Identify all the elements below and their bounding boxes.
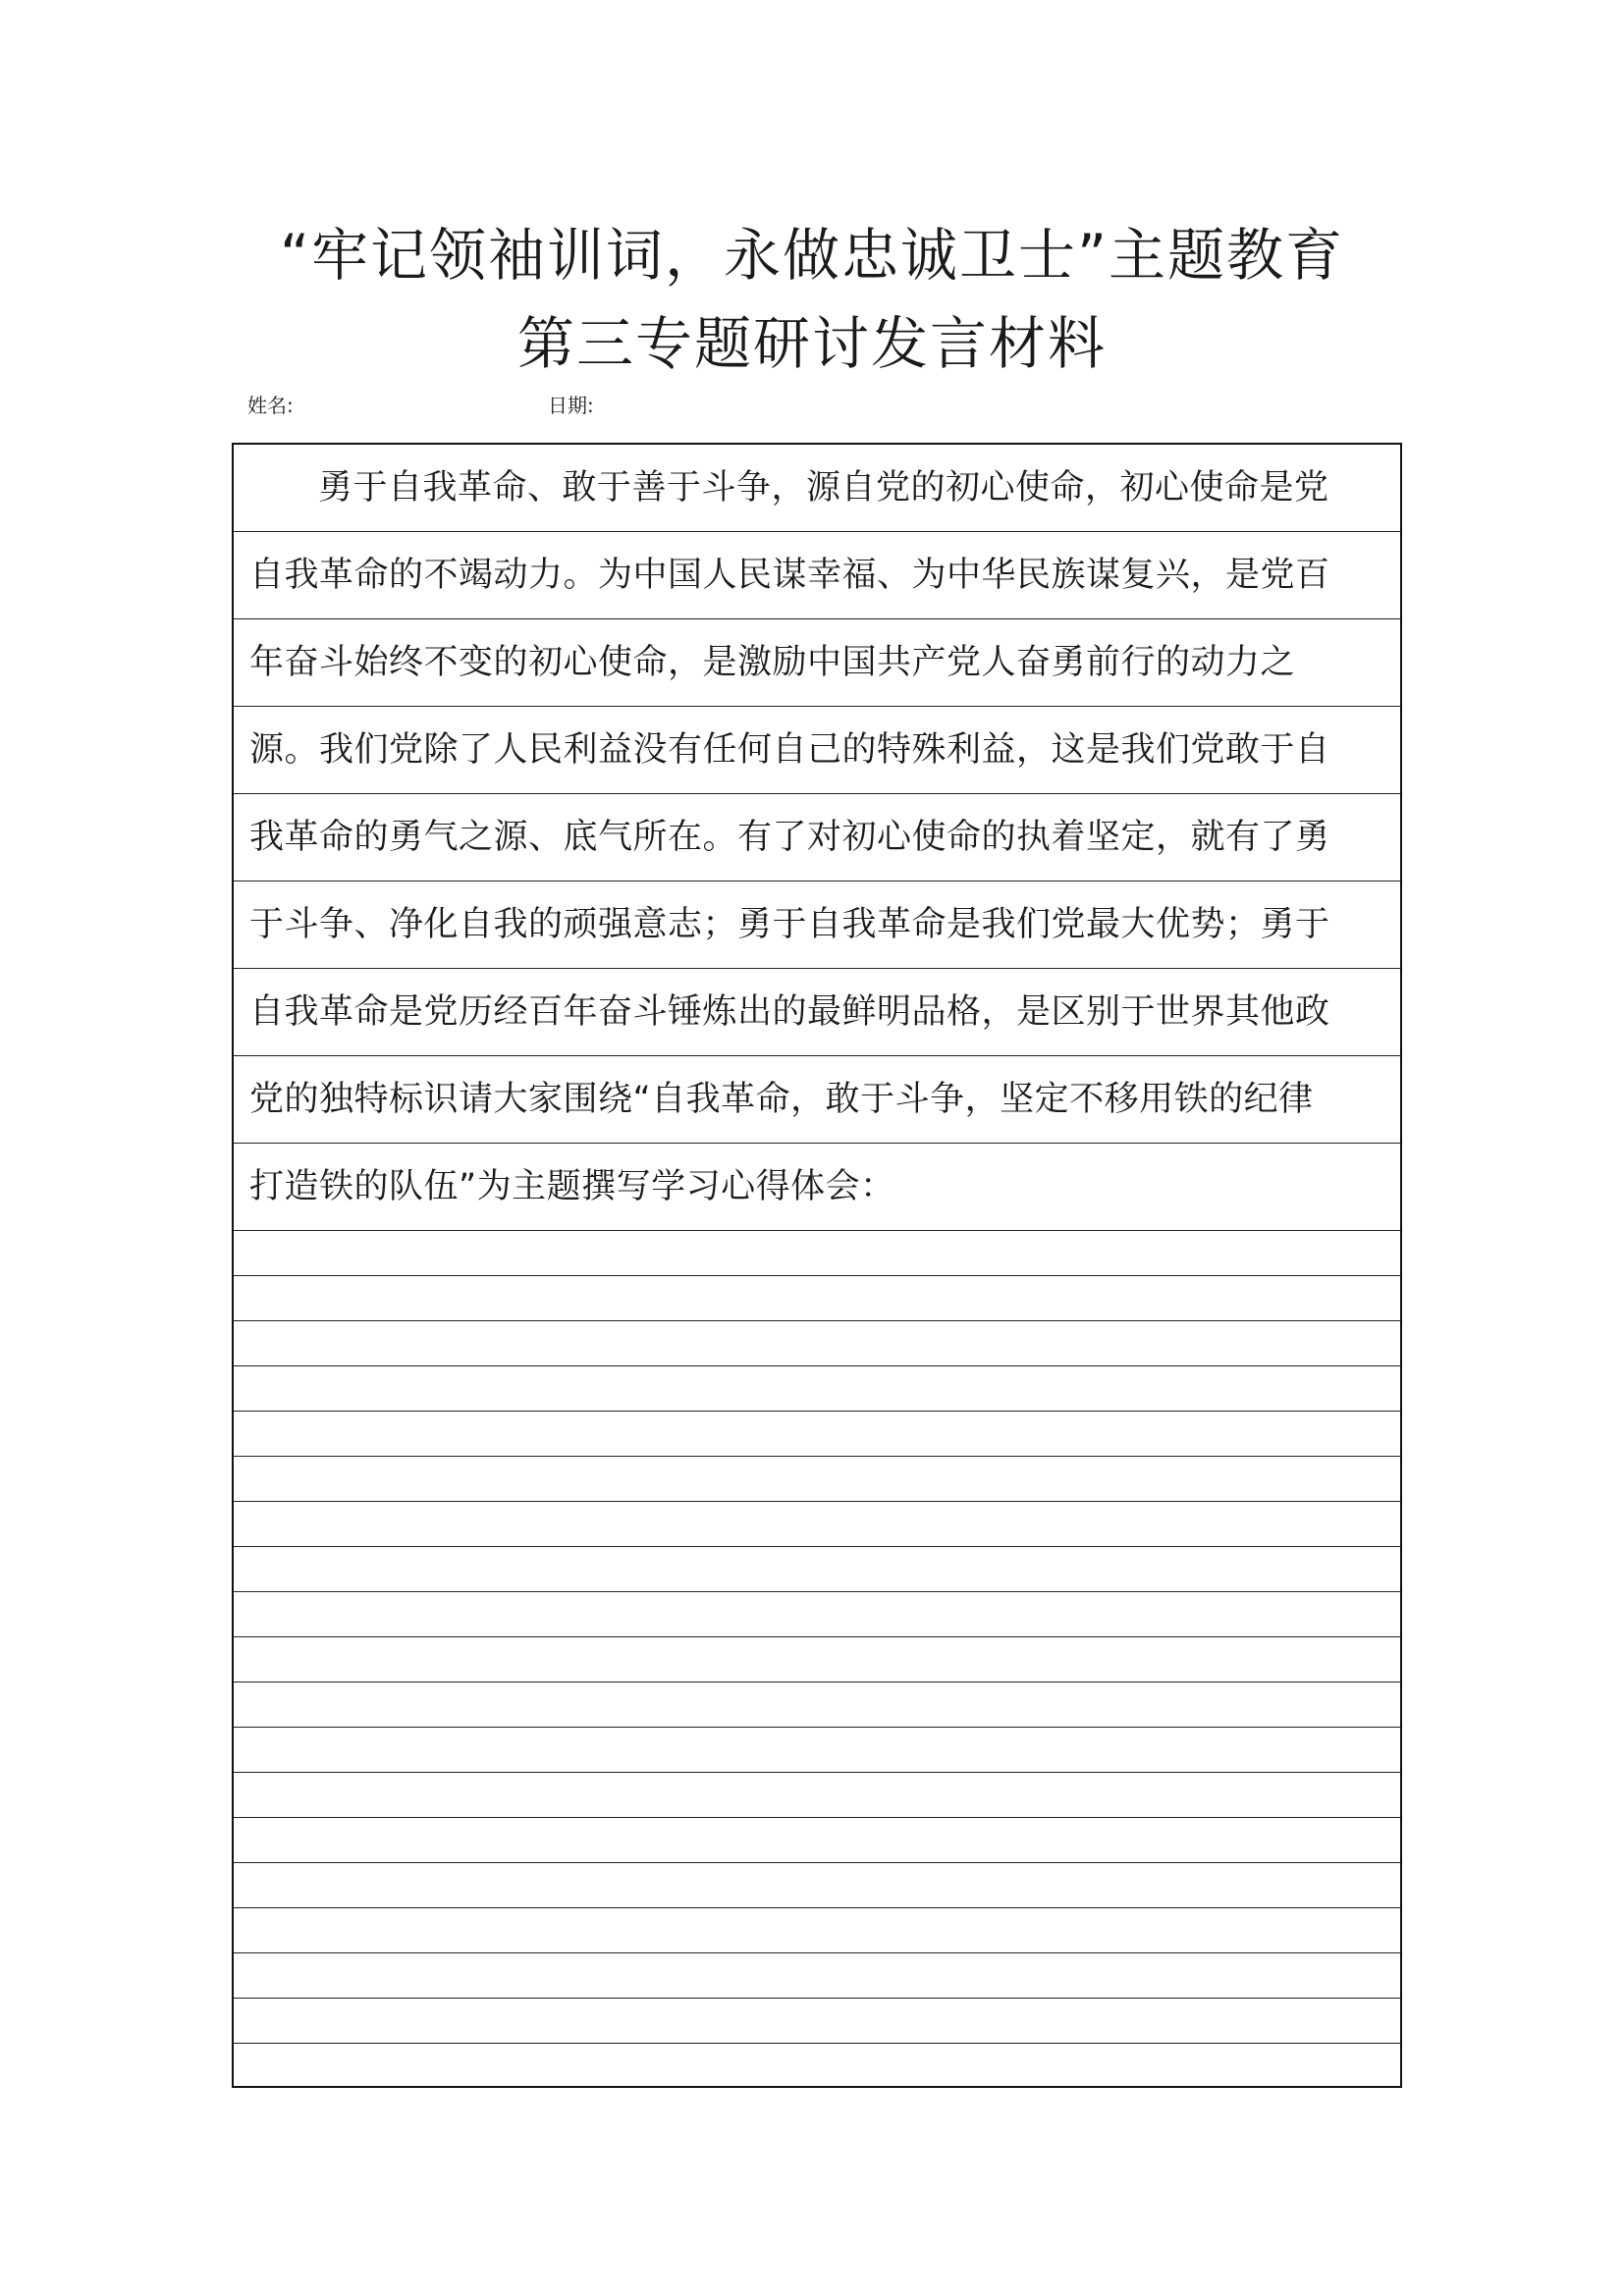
- blank-writing-line[interactable]: [234, 1773, 1400, 1818]
- blank-writing-line[interactable]: [234, 1366, 1400, 1412]
- document-title-line-1: “牢记领袖训词，永做忠诚卫士”主题教育: [279, 222, 1345, 289]
- blank-writing-line[interactable]: [234, 2044, 1400, 2089]
- blank-writing-line[interactable]: [234, 1321, 1400, 1366]
- blank-writing-line[interactable]: [234, 1999, 1400, 2044]
- body-text-line: 年奋斗始终不变的初心使命，是激励中国共产党人奋勇前行的动力之: [234, 619, 1400, 707]
- blank-writing-line[interactable]: [234, 1728, 1400, 1773]
- blank-writing-line[interactable]: [234, 1953, 1400, 1999]
- body-text-line: 勇于自我革命、敢于善于斗争，源自党的初心使命，初心使命是党: [234, 445, 1400, 532]
- blank-writing-line[interactable]: [234, 1502, 1400, 1547]
- body-text-line: 自我革命的不竭动力。为中国人民谋幸福、为中华民族谋复兴，是党百: [234, 532, 1400, 619]
- body-text-line: 我革命的勇气之源、底气所在。有了对初心使命的执着坚定，就有了勇: [234, 794, 1400, 881]
- writing-sheet: [232, 443, 1402, 2088]
- blank-writing-line[interactable]: [234, 1231, 1400, 1276]
- blank-writing-line[interactable]: [234, 1592, 1400, 1637]
- document-title-line-2: 第三专题研讨发言材料: [516, 310, 1107, 377]
- blank-writing-line[interactable]: [234, 1547, 1400, 1592]
- blank-writing-line[interactable]: [234, 1276, 1400, 1321]
- blank-writing-line[interactable]: [234, 1637, 1400, 1682]
- body-text-line: 打造铁的队伍”为主题撰写学习心得体会：: [234, 1144, 1400, 1231]
- blank-writing-line[interactable]: [234, 1908, 1400, 1953]
- blank-writing-line[interactable]: [234, 1682, 1400, 1728]
- body-text-line: 于斗争、净化自我的顽强意志；勇于自我革命是我们党最大优势；勇于: [234, 881, 1400, 969]
- date-label: 日期:: [548, 394, 594, 417]
- blank-writing-line[interactable]: [234, 1457, 1400, 1502]
- blank-writing-line[interactable]: [234, 1818, 1400, 1863]
- blank-writing-line[interactable]: [234, 1412, 1400, 1457]
- blank-writing-line[interactable]: [234, 1863, 1400, 1908]
- body-text-line: 自我革命是党历经百年奋斗锤炼出的最鲜明品格，是区别于世界其他政: [234, 969, 1400, 1056]
- body-text-line: 源。我们党除了人民利益没有任何自己的特殊利益，这是我们党敢于自: [234, 707, 1400, 794]
- body-text-line: 党的独特标识请大家围绕“自我革命，敢于斗争，坚定不移用铁的纪律: [234, 1056, 1400, 1144]
- name-label: 姓名:: [247, 394, 294, 417]
